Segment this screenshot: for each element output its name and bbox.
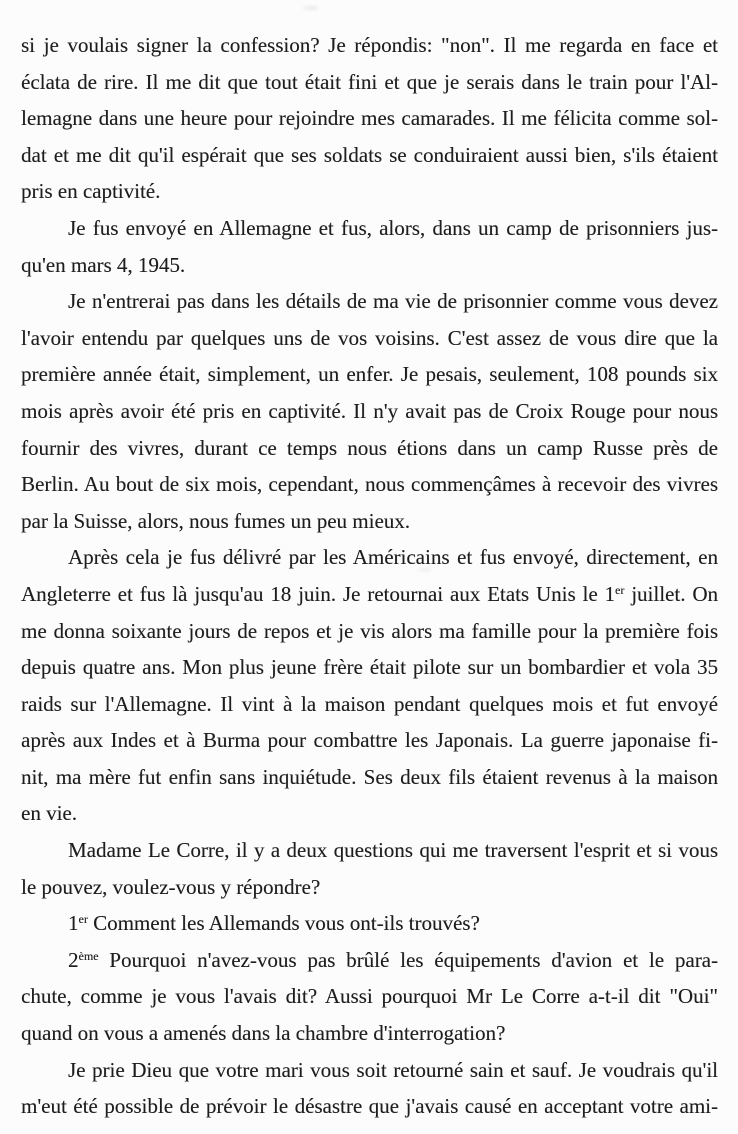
scan-artifact	[303, 6, 319, 10]
superscript-ordinal: ème	[78, 948, 99, 963]
text-line: si je voulais signer la confession? Je répondis: "non". Il me regarda en face et	[21, 33, 718, 57]
text-line: l'avoir entendu par quelques uns de vos voisins. C'est assez de vous dire que la	[21, 325, 718, 350]
text-line: lemagne dans une heure pour rejoindre mes camarades. Il me félicita comme sol-	[21, 106, 718, 131]
document-lines	[21, 27, 718, 1125]
text-line: pris en captivité.	[21, 179, 161, 204]
superscript-ordinal: er	[78, 912, 88, 927]
text-line: me donna soixante jours de repos et je vis alors ma famille pour la première fois	[21, 618, 718, 643]
text-line: Madame Le Corre, il y a deux questions qui me traversent l'esprit et si vous	[68, 838, 718, 863]
text-line: dat et me dit qu'il espérait que ses soldats se conduiraient aussi bien, s'ils étaient	[21, 142, 718, 167]
text-line: en vie.	[21, 801, 77, 826]
text-line: Berlin. Au bout de six mois, cependant, nous commençâmes à recevoir des vivres	[21, 472, 718, 497]
text-line: quand on vous a amenés dans la chambre d'interrogation?	[21, 1021, 506, 1046]
text-line: chute, comme je vous l'avais dit? Aussi pourquoi Mr Le Corre a-t-il dit "Oui"	[21, 984, 718, 1009]
text-line: Je fus envoyé en Allemagne et fus, alors, dans un camp de prisonniers jus-	[68, 215, 718, 240]
text-line: par la Suisse, alors, nous fumes un peu mieux.	[21, 508, 411, 533]
text-line: raids sur l'Allemagne. Il vint à la maison pendant quelques mois et fut envoyé	[21, 691, 718, 716]
text-line: qu'en mars 4, 1945.	[21, 252, 186, 277]
text-line: nit, ma mère fut enfin sans inquiétude. Ses deux fils étaient revenus à la maison	[21, 764, 718, 789]
text-line: fournir des vivres, durant ce temps nous étions dans un camp Russe près de	[21, 435, 718, 460]
text-line: depuis quatre ans. Mon plus jeune frère était pilote sur un bombardier et vola 35	[21, 655, 718, 680]
text-line: Angleterre et fus là jusqu'au 18 juin. Je retournai aux Etats Unis le 1er juillet. On	[21, 581, 718, 606]
text-line: Je n'entrerai pas dans les détails de ma vie de prisonnier comme vous devez	[68, 289, 718, 314]
text-line: première année était, simplement, un enfer. Je pesais, seulement, 108 pounds six	[21, 362, 718, 387]
text-line: 1er Comment les Allemands vous ont-ils trouvés?	[68, 911, 480, 936]
text-line: éclata de rire. Il me dit que tout était fini et que je serais dans le train pour l'Al-	[21, 69, 718, 94]
text-line: le pouvez, voulez-vous y répondre?	[21, 874, 321, 899]
text-line: 2ème Pourquoi n'avez-vous pas brûlé les équipements d'avion et le para-	[68, 947, 718, 972]
text-line: Après cela je fus délivré par les Américains et fus envoyé, directement, en	[68, 545, 718, 570]
text-line: après aux Indes et à Burma pour combattre les Japonais. La guerre japonaise fi-	[21, 728, 718, 753]
text-line: Je prie Dieu que votre mari vous soit retourné sain et sauf. Je voudrais qu'il	[68, 1057, 718, 1082]
text-line: mois après avoir été pris en captivité. Il n'y avait pas de Croix Rouge pour nous	[21, 398, 718, 423]
text-line: m'eut été possible de prévoir le désastre que j'avais causé en acceptant votre ami-	[21, 1094, 718, 1119]
superscript-ordinal: er	[615, 582, 625, 597]
